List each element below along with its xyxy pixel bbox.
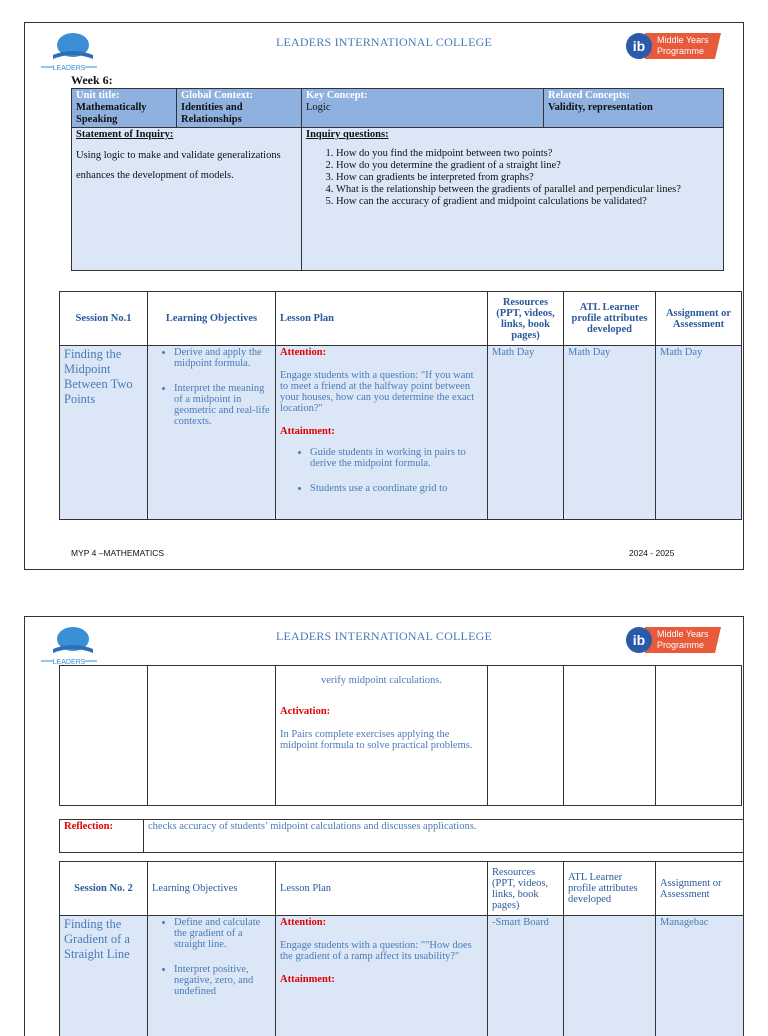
list-item: 2. How do you determine the gradient of a straight line?	[336, 160, 719, 172]
atl-cell: Math Day	[564, 346, 656, 520]
atl-cell	[564, 916, 656, 1036]
list-item: • Interpret positive, negative, zero, and undefined	[174, 964, 271, 997]
atl-header: ATL Learner profile attributes developed	[564, 862, 656, 916]
objectives-cell	[148, 346, 276, 520]
session-2-table	[59, 861, 744, 1036]
list-item: 5. How can the accuracy of gradient and midpoint calculations be validated?	[336, 196, 719, 208]
document-page-2	[24, 616, 744, 1036]
attainment-label: Attainment:	[280, 426, 483, 437]
footer-year: 2024 - 2025	[629, 548, 674, 558]
list-item: • Interpret the meaning of a midpoint in geometric and real-life contexts.	[174, 383, 271, 427]
attention-text: Engage students with a question: "If you want to meet a friend at the halfway point between your houses, how can you determine the exact location?"	[280, 370, 483, 414]
logo-text: LEADERS	[53, 659, 86, 666]
session-topic: Finding the Gradient of a Straight Line	[64, 917, 143, 962]
ib-line2: Programme	[657, 46, 704, 56]
cont-text: verify midpoint calculations.	[280, 675, 483, 686]
soi-label: Statement of Inquiry:	[76, 129, 297, 140]
resources-header: Resources (PPT, videos, links, book pages)	[488, 862, 564, 916]
list-item: 1. How do you find the midpoint between two points?	[336, 148, 719, 160]
attention-label: Attention:	[280, 347, 483, 358]
attainment-label: Attainment:	[280, 974, 483, 985]
reflection-text: checks accuracy of students’ midpoint calculations and discusses applications.	[144, 820, 745, 853]
ib-myp-logo	[623, 623, 723, 655]
reflection-label: Reflection:	[60, 820, 144, 853]
attention-label: Attention:	[280, 917, 483, 928]
unit-title-cell: Unit title: Mathematically Speaking	[72, 89, 177, 128]
activation-text: In Pairs complete exercises applying the midpoint formula to solve practical problems.	[280, 729, 483, 751]
atl-header: ATL Learner profile attributes developed	[564, 292, 656, 346]
session-number-header: Session No.1	[60, 292, 148, 346]
list-item: • Derive and apply the midpoint formula.	[174, 347, 271, 369]
college-name: LEADERS INTERNATIONAL COLLEGE	[25, 35, 743, 50]
attention-text: Engage students with a question: ""How does the gradient of a ramp affect its usability?"	[280, 940, 483, 962]
document-page-1	[24, 22, 744, 570]
college-name: LEADERS INTERNATIONAL COLLEGE	[25, 629, 743, 644]
related-concepts-cell: Related Concepts: Validity, representation	[544, 89, 724, 128]
footer-subject: MYP 4 –MATHEMATICS	[71, 548, 164, 558]
assessment-header: Assignment or Assessment	[656, 292, 742, 346]
soi-text: Using logic to make and validate generalizations enhances the development of models.	[76, 146, 297, 186]
session-topic-cell	[60, 346, 148, 520]
session-number-header: Session No. 2	[60, 862, 148, 916]
lesson-plan-header: Lesson Plan	[276, 292, 488, 346]
logo-text: LEADERS	[53, 65, 86, 72]
iq-label: Inquiry questions:	[306, 129, 719, 140]
assessment-header: Assignment or Assessment	[656, 862, 745, 916]
key-concept-cell: Key Concept: Logic	[302, 89, 544, 128]
objectives-header: Learning Objectives	[148, 292, 276, 346]
lesson-plan-cell	[276, 346, 488, 520]
activation-label: Activation:	[280, 706, 483, 717]
resources-header: Resources (PPT, videos, links, book pages)	[488, 292, 564, 346]
resources-cell: Math Day	[488, 346, 564, 520]
inquiry-questions-cell	[302, 128, 724, 271]
reflection-table	[59, 819, 744, 853]
objectives-cell	[148, 916, 276, 1036]
list-item: • Students use a coordinate grid to	[310, 483, 483, 494]
lesson-plan-cont-cell	[276, 666, 488, 806]
list-item: • Guide students in working in pairs to derive the midpoint formula.	[310, 447, 483, 469]
lesson-plan-header: Lesson Plan	[276, 862, 488, 916]
svg-text:ib: ib	[633, 632, 645, 648]
objectives-header: Learning Objectives	[148, 862, 276, 916]
assessment-cell: Managebac	[656, 916, 745, 1036]
list-item: 4. What is the relationship between the gradients of parallel and perpendicular lines?	[336, 184, 719, 196]
inquiry-questions-list	[306, 148, 719, 208]
list-item: • Define and calculate the gradient of a straight line.	[174, 917, 271, 950]
lesson-plan-cell	[276, 916, 488, 1036]
unit-planner-table	[71, 88, 724, 271]
ib-line1: Middle Years	[657, 35, 709, 45]
resources-cell: -Smart Board	[488, 916, 564, 1036]
session-topic: Finding the Midpoint Between Two Points	[64, 347, 143, 407]
global-context-cell: Global Context: Identities and Relationships	[177, 89, 302, 128]
session-1-continued-table	[59, 665, 742, 806]
assessment-cell: Math Day	[656, 346, 742, 520]
session-topic-cell	[60, 916, 148, 1036]
ib-myp-logo	[623, 29, 723, 61]
svg-text:ib: ib	[633, 38, 645, 54]
ib-line1: Middle Years	[657, 629, 709, 639]
week-label: Week 6:	[71, 73, 113, 88]
session-1-table	[59, 291, 742, 520]
ib-line2: Programme	[657, 640, 704, 650]
statement-of-inquiry-cell	[72, 128, 302, 271]
list-item: 3. How can gradients be interpreted from graphs?	[336, 172, 719, 184]
